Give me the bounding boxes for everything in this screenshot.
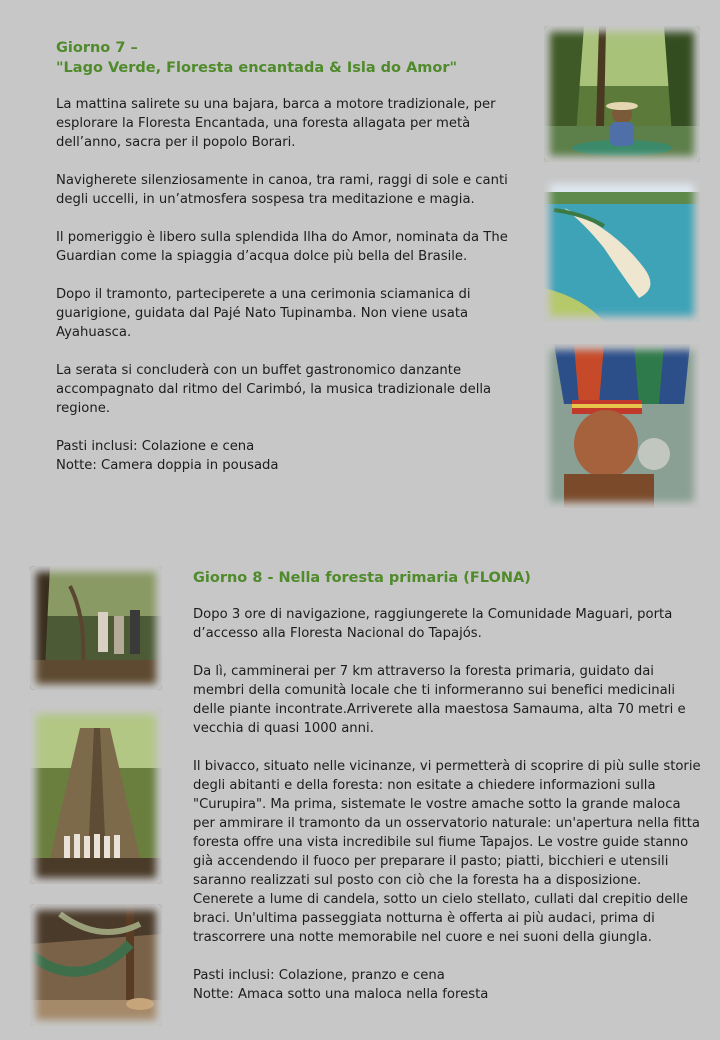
day7-paragraph-5: La serata si concluderà con un buffet gastronomico danzante accompagnato dal ritmo del Carimbó, la musica tradizionale della regione. — [56, 363, 492, 416]
day7-notes: Notte: Camera doppia in pousada — [56, 458, 279, 473]
day7-section — [56, 38, 516, 475]
day7-paragraph-2: Navigherete silenziosamente in canoa, tra rami, raggi di sole e canti degli uccelli, in un’atmosfera sospesa tra meditazione e magia. — [56, 173, 508, 207]
photo-ilha-do-amor-beach — [544, 178, 700, 322]
day7-paragraph-4: Dopo il tramonto, parteciperete a una cerimonia sciamanica di guarigione, guidata dal Pajé Nato Tupinamba. Non viene usata Ayahuasca. — [56, 287, 471, 340]
day8-section — [193, 568, 701, 1004]
day8-notes: Notte: Amaca sotto una maloca nella foresta — [193, 987, 489, 1002]
photo-samauma-tree-group — [30, 708, 162, 884]
day8-title: Giorno 8 - Nella foresta primaria (FLONA) — [193, 570, 531, 586]
day7-title-line1: Giorno 7 – — [56, 40, 138, 56]
photo-forest-trail-hikers — [30, 566, 162, 690]
day7-paragraph-1: La mattina salirete su una bajara, barca a motore tradizionale, per esplorare la Floresta Encantada, una foresta allagata per metà dell’anno, sacra per il popolo Borari. — [56, 97, 496, 150]
photo-canoe-flooded-forest — [544, 26, 700, 162]
photo-hammocks-maloca — [30, 904, 162, 1026]
day7-title-line2: "Lago Verde, Floresta encantada & Isla do Amor" — [56, 60, 458, 76]
day7-paragraph-3: Il pomeriggio è libero sulla splendida Ilha do Amor, nominata da The Guardian come la spiaggia d’acqua dolce più bella del Brasile. — [56, 230, 508, 264]
photo-shaman-headdress — [544, 344, 700, 508]
day7-meals: Pasti inclusi: Colazione e cena — [56, 439, 255, 454]
day8-paragraph-1: Dopo 3 ore di navigazione, raggiungerete la Comunidade Maguari, porta d’accesso alla Floresta Nacional do Tapajós. — [193, 607, 673, 641]
day7-title — [56, 38, 516, 78]
day8-meals: Pasti inclusi: Colazione, pranzo e cena — [193, 968, 445, 983]
day8-paragraph-3: Il bivacco, situato nelle vicinanze, vi permetterà di scoprire di più sulle storie degli abitanti e della foresta: non esitate a chiedere informazioni sulla "Curupira". Ma prima, sistemate le vostre amache sotto la grande maloca per ammirare il tramonto da un osservatorio naturale: un'apertura nella fitta foresta offre una vista incredibile sul fiume Tapajos. Le vostre guide stanno già accendendo il fuoco per preparare il pasto; piatti, bicchieri e utensili saranno realizzati sul posto con ciò che la foresta ha a disposizione. Cenerete a lume di candela, sotto un cielo stellato, cullati dal crepitio delle braci. Un'ultima passeggiata notturna è offerta ai più audaci, prima di trascorrere una notte memorabile nel cuore e nei suoni della giungla. — [193, 759, 701, 945]
day8-paragraph-2: Da lì, camminerai per 7 km attraverso la foresta primaria, guidato dai membri della comunità locale che ti informeranno sui benefici medicinali delle piante incontrate.Arriverete alla maestosa Samauma, alta 70 metri e vecchia di quasi 1000 anni. — [193, 664, 686, 736]
